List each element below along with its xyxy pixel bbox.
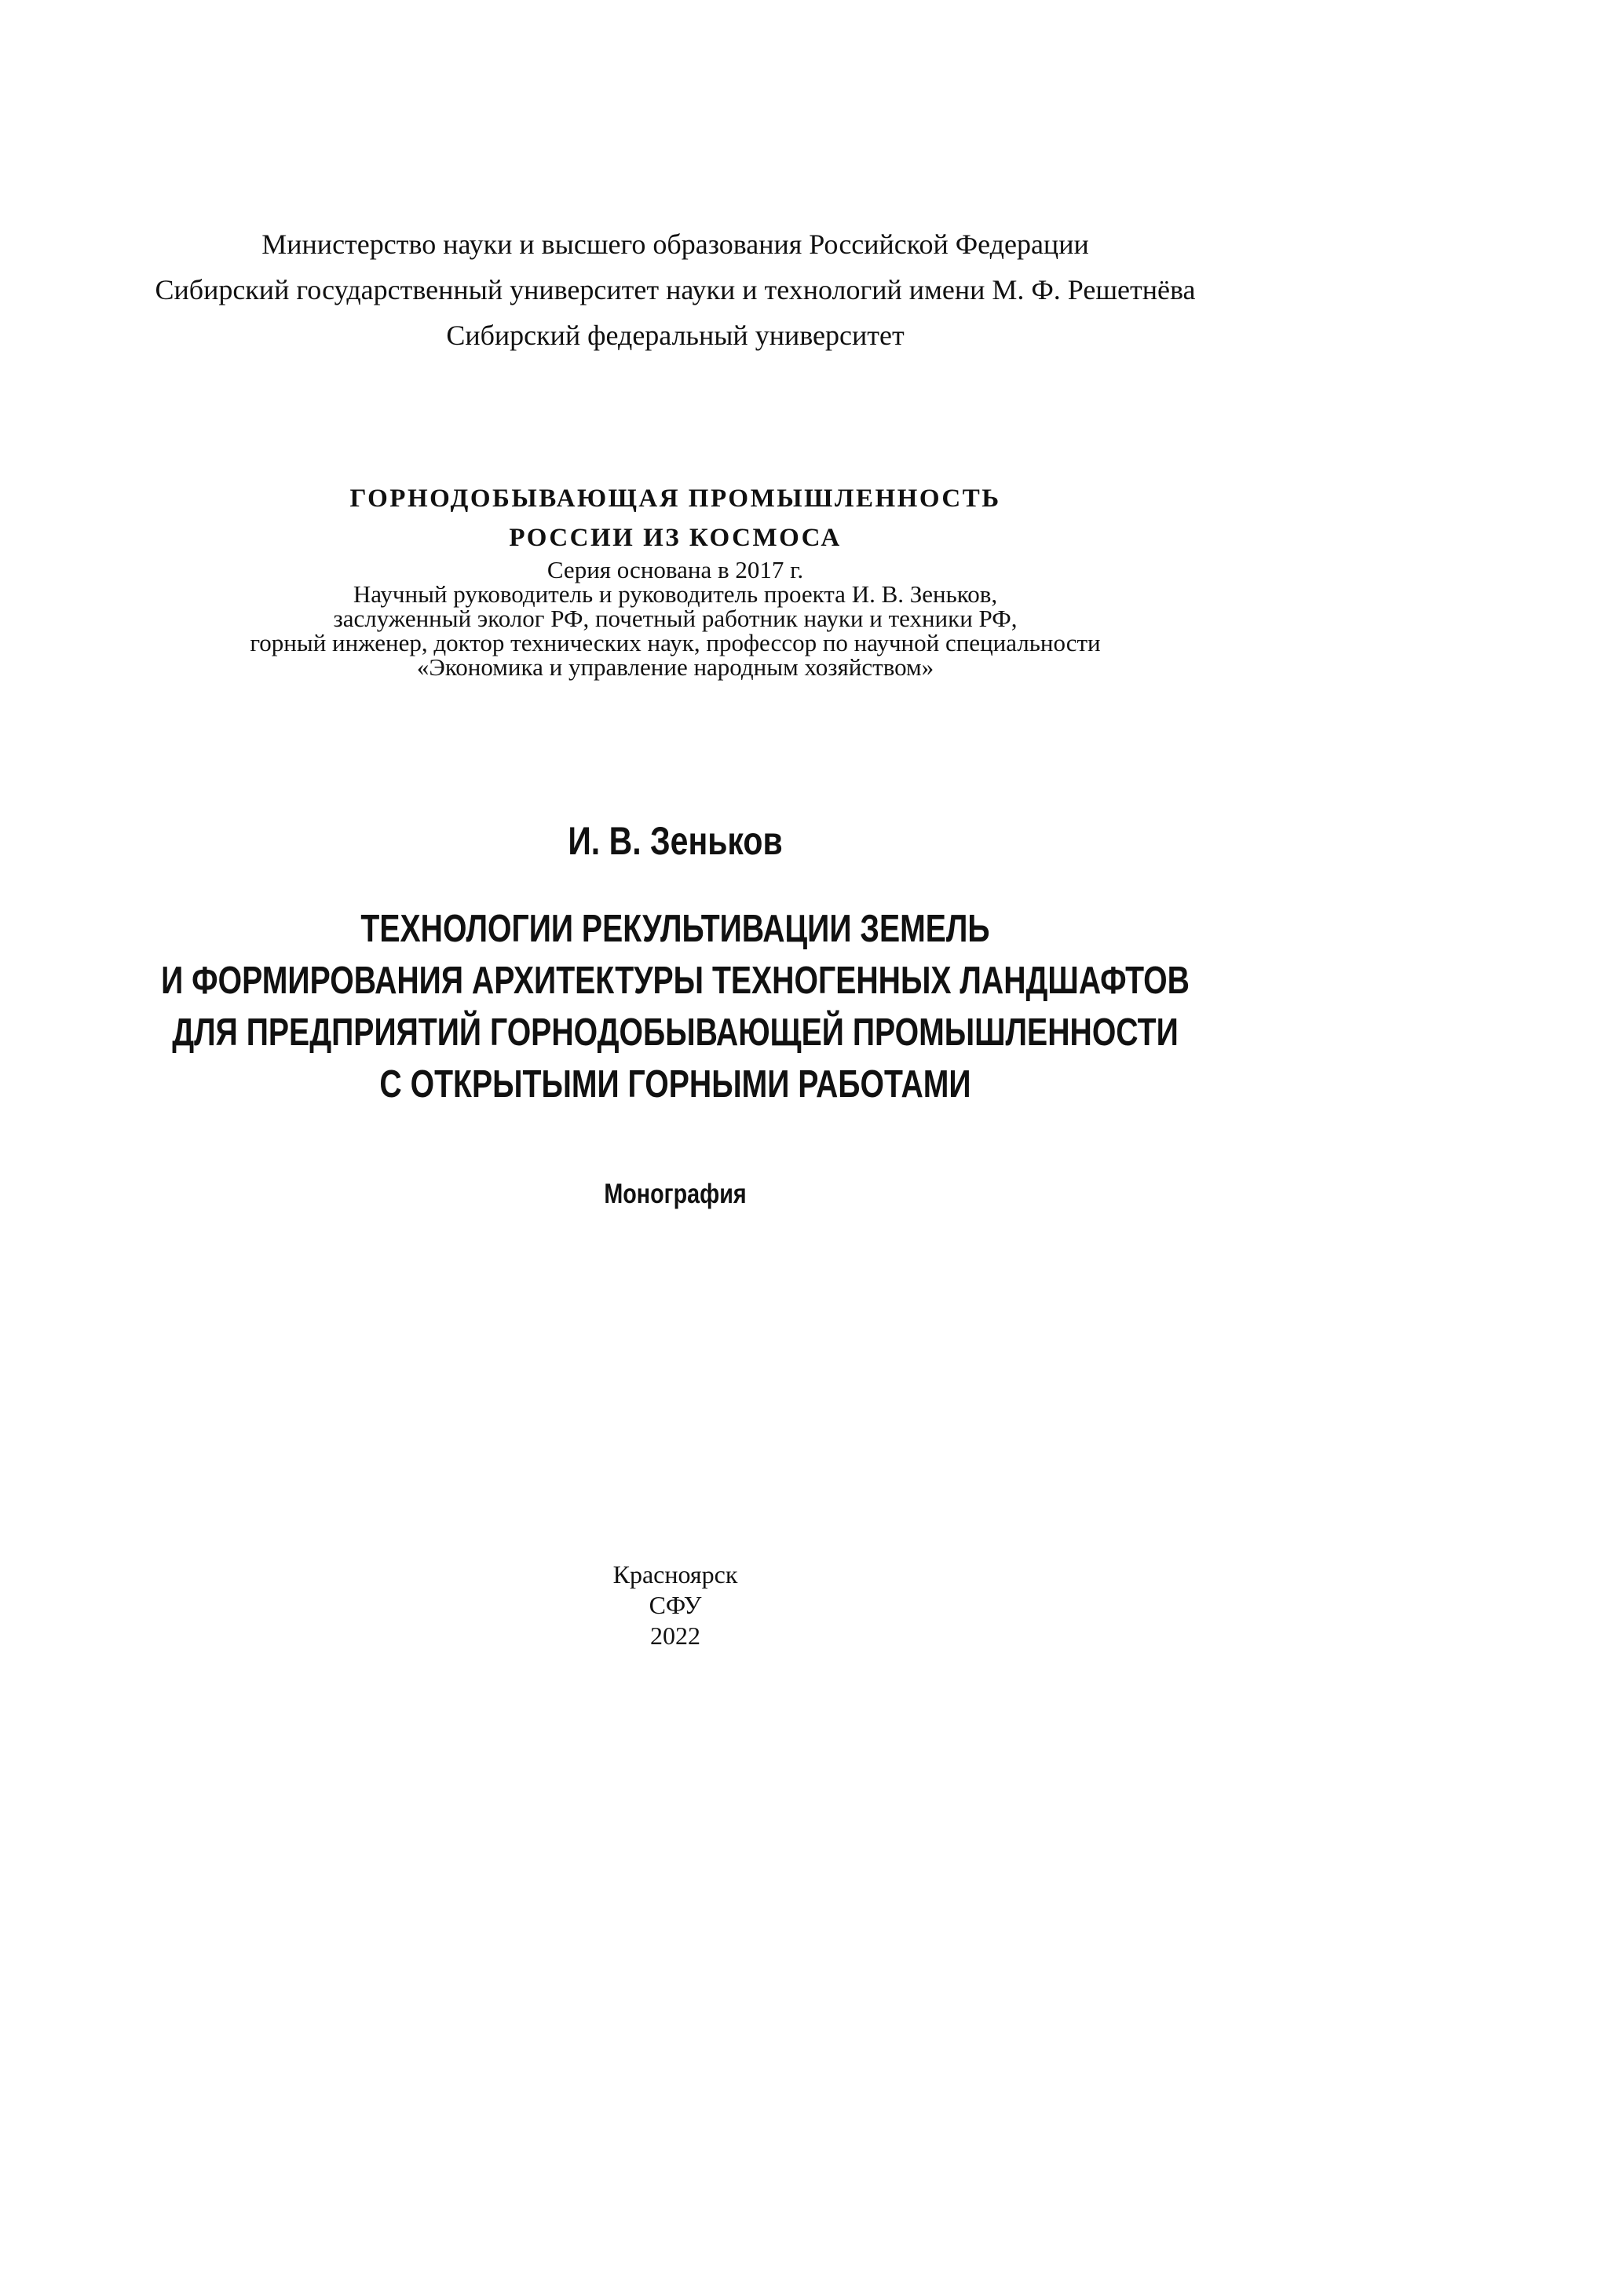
series-info-line: заслуженный эколог РФ, почетный работник науки и техники РФ, (333, 605, 1018, 632)
institution-sibgu: Сибирский государственный университет науки и технологий имени М. Ф. Решетнёва (155, 274, 1196, 305)
series-info (0, 558, 1351, 679)
author-name: И. В. Зеньков (568, 819, 783, 863)
series-founded: Серия основана в 2017 г. (546, 556, 804, 583)
genre-label: Монография (604, 1179, 747, 1209)
institutions-block (0, 221, 1351, 358)
imprint-publisher: СФУ (649, 1591, 702, 1619)
series-info-line: Научный руководитель и руководитель проекта И. В. Зеньков, (353, 580, 998, 608)
series-title (0, 479, 1351, 558)
institution-ministry: Министерство науки и высшего образования Российской Федерации (261, 229, 1089, 260)
series-block (0, 479, 1351, 679)
series-title-line: РОССИИ ИЗ КОСМОСА (509, 524, 842, 552)
book-title (135, 903, 1215, 1110)
imprint-year: 2022 (650, 1621, 700, 1650)
institution-sfu: Сибирский федеральный университет (446, 320, 905, 351)
series-info-line: горный инженер, доктор технических наук, профессор по научной специальности (250, 629, 1101, 656)
book-title-line: ДЛЯ ПРЕДПРИЯТИЙ ГОРНОДОБЫВАЮЩЕЙ ПРОМЫШЛЕННОСТИ (172, 1011, 1179, 1054)
book-title-line: С ОТКРЫТЫМИ ГОРНЫМИ РАБОТАМИ (379, 1063, 971, 1106)
series-title-line: ГОРНОДОБЫВАЮЩАЯ ПРОМЫШЛЕННОСТЬ (349, 484, 1001, 513)
series-info-line: «Экономика и управление народным хозяйством» (416, 653, 934, 681)
book-title-line: И ФОРМИРОВАНИЯ АРХИТЕКТУРЫ ТЕХНОГЕННЫХ ЛАНДШАФТОВ (161, 960, 1190, 1002)
imprint-block (0, 1559, 1351, 1651)
book-title-line: ТЕХНОЛОГИИ РЕКУЛЬТИВАЦИИ ЗЕМЕЛЬ (360, 908, 990, 950)
imprint-city: Красноярск (612, 1560, 738, 1589)
